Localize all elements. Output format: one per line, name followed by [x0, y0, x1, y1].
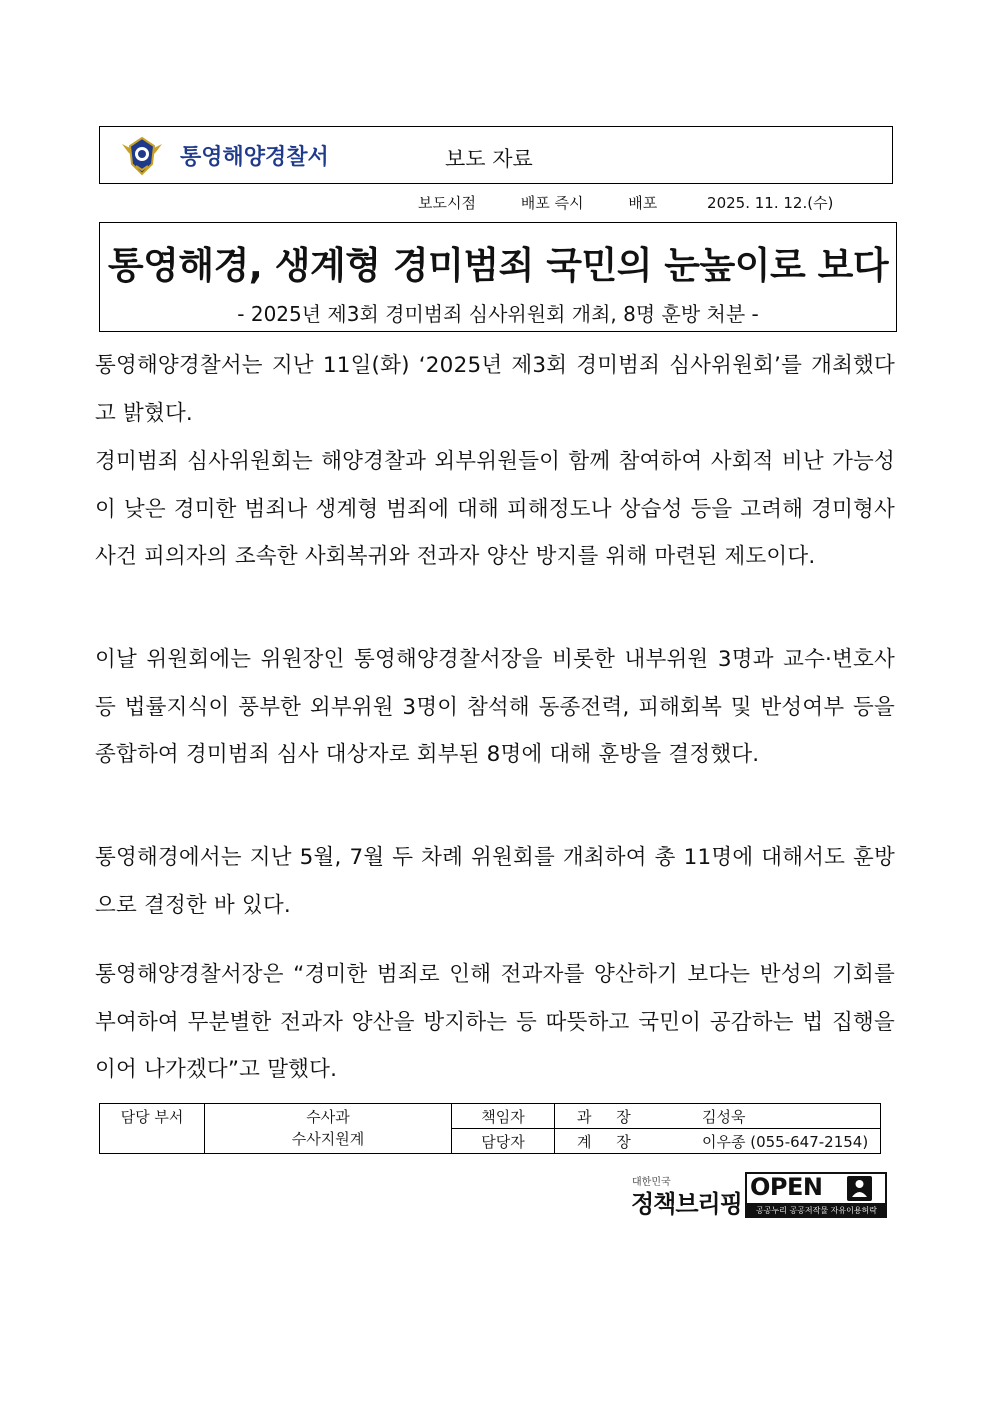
page-title: 통영해경, 생계형 경미범죄 국민의 눈높이로 보다 — [107, 244, 889, 287]
position-label: 과 장 — [577, 1107, 641, 1126]
person-name: 김성욱 — [702, 1107, 746, 1126]
release-dist-label: 배포 — [628, 194, 658, 212]
person-cell — [555, 1129, 881, 1154]
coast-guard-emblem-icon — [120, 134, 164, 178]
person-cell — [555, 1104, 881, 1129]
open-badge-footer: 공공누리 공공저작물 자유이용허락 — [756, 1206, 878, 1215]
org-name: 통영해양경찰서 — [180, 145, 329, 170]
doc-type: 보도 자료 — [445, 147, 533, 171]
person-icon — [847, 1176, 872, 1201]
open-logo-text: OPEN — [750, 1173, 823, 1201]
briefing-logo-text: 정책브리핑 — [631, 1190, 742, 1218]
body-paragraph: 통영해경에서는 지난 5월, 7월 두 차례 위원회를 개최하여 총 11명에 대해서도 훈방으로 결정한 바 있다. — [95, 845, 895, 918]
contact-table — [99, 1103, 881, 1154]
dept-name-cell — [205, 1104, 452, 1154]
table-row — [100, 1104, 881, 1129]
body-paragraph: 통영해양경찰서장은 “경미한 범죄로 인해 전과자를 양산하기 보다는 반성의 기회를 부여하여 무분별한 전과자 양산을 방지하는 등 따뜻하고 국민이 공감하는 법 집행을 이어 나가겠다”고 말했다. — [95, 962, 895, 1082]
position-label: 계 장 — [577, 1132, 641, 1151]
person-contact: 이우종 (055-647-2154) — [702, 1132, 869, 1151]
release-time-label: 보도시점 — [418, 194, 476, 212]
attribution-icon — [847, 1176, 872, 1201]
dept-label: 담당 부서 — [100, 1104, 205, 1154]
release-info — [418, 192, 873, 213]
page-subtitle: - 2025년 제3회 경미범죄 심사위원회 개최, 8명 훈방 처분 - — [237, 302, 759, 326]
role-label: 담당자 — [452, 1129, 555, 1154]
body-paragraph: 통영해양경찰서는 지난 11일(화) ‘2025년 제3회 경미범죄 심사위원회’를 개최했다고 밝혔다. — [95, 353, 895, 426]
briefing-logo-small-text: 대한민국 — [632, 1177, 671, 1188]
dept-team: 수사지원계 — [291, 1130, 365, 1148]
role-label: 책임자 — [452, 1104, 555, 1129]
body-paragraph: 경미범죄 심사위원회는 해양경찰과 외부위원들이 함께 참여하여 사회적 비난 가능성이 낮은 경미한 범죄나 생계형 범죄에 대해 피해정도나 상습성 등을 고려해 경미형사사건 피의자의 조속한 사회복귀와 전과자 양산 방지를 위해 마련된 제도이다. — [95, 449, 895, 569]
dept-name: 수사과 — [306, 1108, 350, 1126]
body-paragraph: 이날 위원회에는 위원장인 통영해양경찰서장을 비롯한 내부위원 3명과 교수·변호사 등 법률지식이 풍부한 외부위원 3명이 참석해 동종전력, 피해회복 및 반성여부 등을 종합하여 경미범죄 심사 대상자로 회부된 8명에 대해 훈방을 결정했다. — [95, 647, 895, 767]
release-time-value: 배포 즉시 — [520, 194, 584, 212]
release-dist-value: 2025. 11. 12.(수) — [707, 194, 834, 212]
